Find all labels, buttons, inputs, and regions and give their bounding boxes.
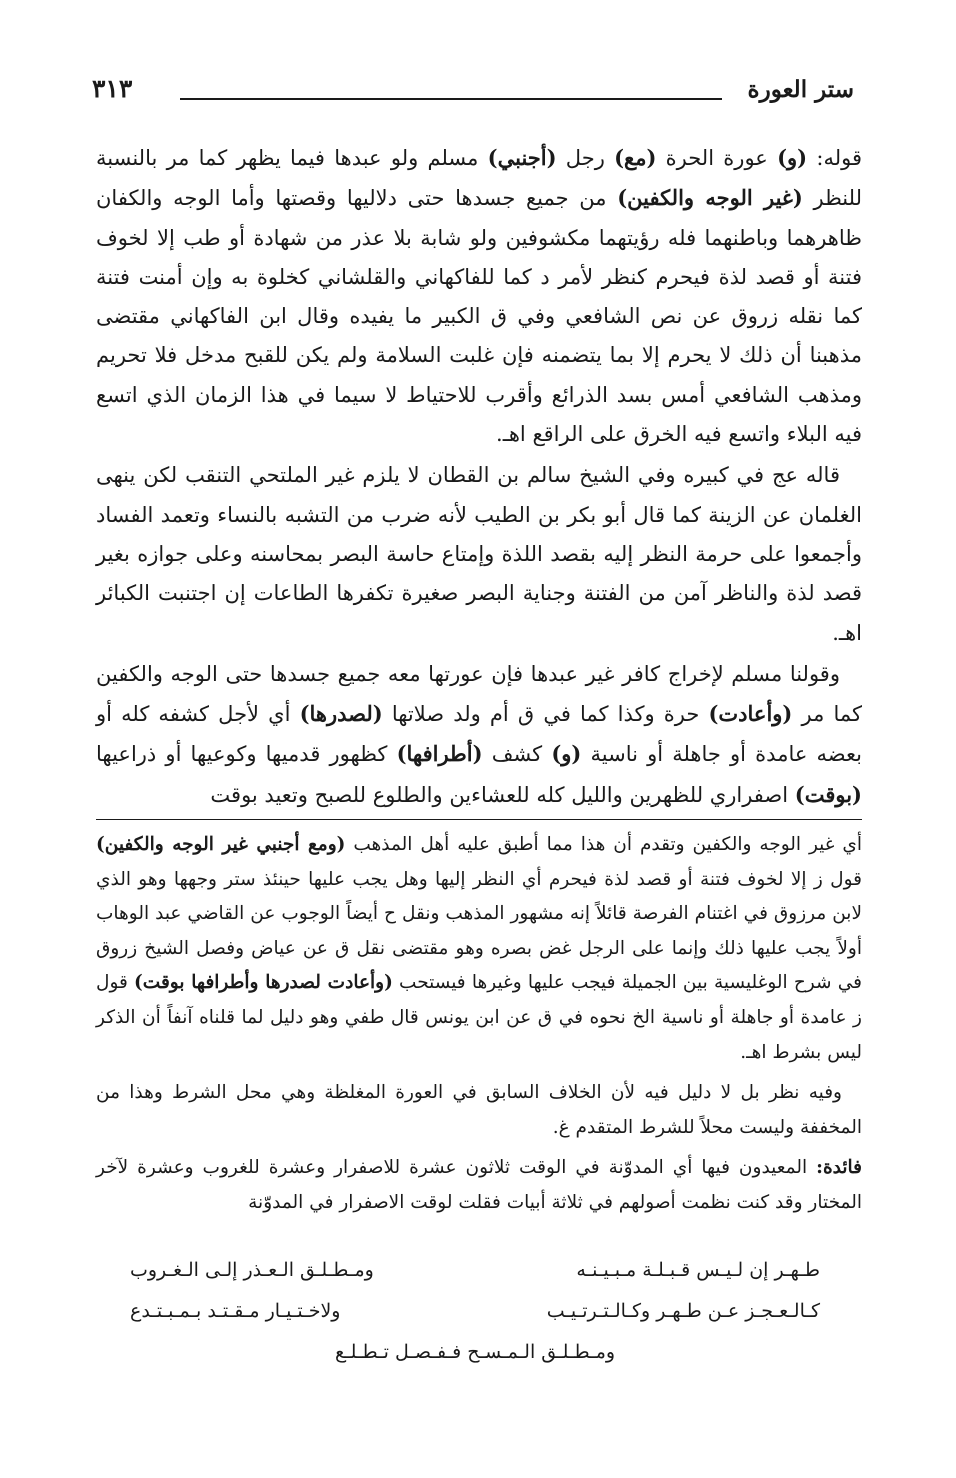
verse-hemistich-left: ومـطـلـق الـعـذر إلـى الـغـروب <box>130 1259 374 1281</box>
bold-term: (و) <box>777 145 808 170</box>
verse-hemistich-center: ومـطـلـق الـمـسـح فـفـصـل تـطـلـع <box>334 1341 616 1363</box>
footnote-paragraph-3: فائدة: المعيدون فيها أي المدوّنة في الوقت ثلاثون عشرة للاصفرار وعشرة للغروب وعشرة لآخر المختار وقد كنت نظمت أصولهم في ثلاثة أبيات فقلت لوقت الاصفرار في المدوّنة <box>96 1157 862 1213</box>
verse-hemistich-right: طـهـر إن لـيـس قـبـلـة مـبـيـنـه <box>576 1259 820 1281</box>
verse-line-2 <box>130 1291 820 1332</box>
main-text <box>96 138 862 817</box>
main-paragraph-2: قاله عج في كبيره وفي الشيخ سالم بن القطان لا يلزم غير الملتحي التنقب لكن ينهى الغلمان عن الزينة كما قال أبو بكر بن الطيب لأنه ضرب من التشبه بالنساء وتعمد الفساد وأجمعوا على حرمة النظر إليه بقصد اللذة وإمتاع حاسة البصر بمحاسنه وعلى جوازه بغير قصد لذة والناظر آمن من الفتنة وجناية البصر صغيرة تكفرها الطاعات إن اجتنبت الكبائر اهـ. <box>96 463 862 645</box>
bold-term: (وأعادت لصدرها وأطرافها بوقت) <box>134 972 393 994</box>
bold-term: (غير الوجه والكفين) <box>617 185 803 211</box>
main-paragraph-1: قوله: (و) عورة الحرة (مع) رجل (أجنبي) مسلم ولو عبدها فيما يظهر كما مر بالنسبة للنظر (غير الوجه والكفين) من جميع جسدها حتى دلاليها وقصتها وأما الوجه والكفان ظاهرهما وباطنهما فله رؤيتهما مكشوفين ولو شابة بلا عذر من شهادة أو طب إلا لخوف فتنة أو قصد لذة فيحرم كنظر لأمر د كما للفاكهاني والقلشاني كخلوة به وإن أمنت فتنة كما نقله زروق عن نص الشافعي وفي ق الكبير ما يفيده وقال ابن الفاكهاني مقتضى مذهبنا أن ذلك لا يحرم إلا بما يتضمنه فإن غلبت السلامة ولم يكن للقبح مدخل فلا تحريم ومذهب الشافعي أمس بسد الذرائع وأقرب للاحتياط لا سيما في هذا الزمان الذي اتسع فيه البلاء واتسع فيه الخرق على الراقع اهـ. <box>96 145 862 447</box>
verse-line-3 <box>130 1332 820 1373</box>
footnote-paragraph-2: وفيه نظر بل لا دليل فيه لأن الخلاف السابق في العورة المغلظة وهي محل الشرط وهذا من المخففة وليست محلاً للشرط المتقدم غ. <box>96 1082 862 1138</box>
footnote-separator <box>96 819 862 820</box>
footnote-paragraph-1: أي غير الوجه والكفين وتقدم أن هذا مما أطبق عليه أهل المذهب (ومع أجنبي غير الوجه والكفين) قول ز إلا لخوف فتنة أو قصد لذة فيحرم أي النظر إليها وهل يجب عليها حينئذ ستر وجهها وهو الذي لابن مرزوق في اغتنام الفرصة قائلاً إنه مشهور المذهب ونقل ح أيضاً الوجوب عن القاضي عبد الوهاب أولاً يجب عليها ذلك وإنما على الرجل غض بصره وهو مقتضى نقل ق عن عياض وفصل الشيخ زروق في شرح الوغليسية بين الجميلة فيجب عليها وغيرها فيستحب (وأعادت لصدرها وأطرافها بوقت) قول ز عامدة أو جاهلة أو ناسية الخ نحوه في ق عن ابن يونس قال طفي وهو دليل لما قلناه آنفاً أن الذكر ليس بشرط اهـ. <box>96 834 862 1063</box>
bold-term: (لصدرها) <box>299 701 383 727</box>
bold-term: (وأعادت) <box>708 701 793 727</box>
bold-term: (أطرافها) <box>396 741 483 767</box>
header-rule <box>180 98 722 100</box>
poem-verses <box>130 1250 820 1373</box>
verse-hemistich-right: كـالـعـجـز عـن طـهـر وكـالـتـرتـيـب <box>546 1300 820 1322</box>
verse-line-1 <box>130 1250 820 1291</box>
bold-term: (ومع أجنبي غير الوجه والكفين) <box>96 834 346 855</box>
main-paragraph-3: وقولنا مسلم لإخراج كافر غير عبدها فإن عورتها معه جميع جسدها حتى الوجه والكفين كما مر (وأعادت) حرة وكذا كما في ق أم ولد صلاتها (لصدرها) أي لأجل كشفه كله أو بعضه عامدة أو جاهلة أو ناسية (و) كشف (أطرافها) كظهور قدميها وكوعيها أو ذراعيها (بوقت) اصفراري للظهرين والليل كله للعشاءين والطلوع للصبح وتعيد بوقت <box>96 661 862 807</box>
verse-hemistich-left: ولاخـتـيـار مـقـتـد بـمـبـتـدع <box>130 1300 341 1322</box>
page-number: ٣١٣ <box>92 74 133 103</box>
footnotes <box>96 828 862 1227</box>
bold-term: (مع) <box>614 145 657 170</box>
page-header <box>92 74 854 114</box>
bold-term: (و) <box>551 741 582 767</box>
running-title: ستر العورة <box>747 76 854 103</box>
bold-term: (بوقت) <box>794 781 862 807</box>
bold-term: (أجنبي) <box>487 145 557 170</box>
benefit-label: فائدة: <box>816 1157 862 1179</box>
